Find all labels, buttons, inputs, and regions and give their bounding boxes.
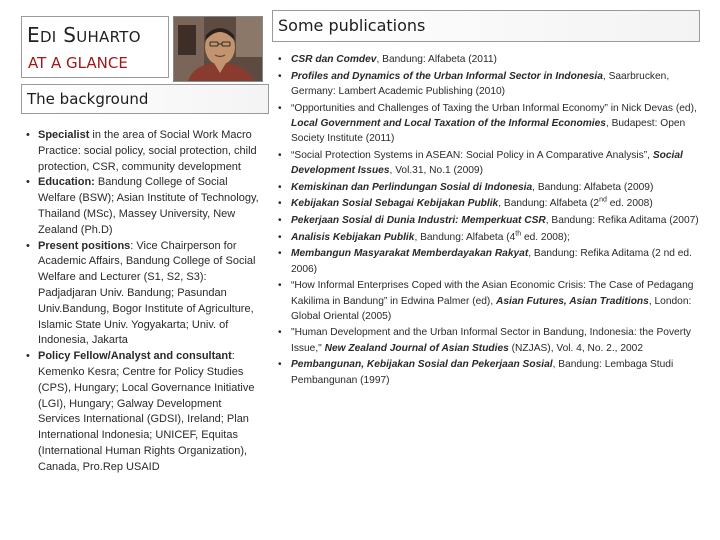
background-heading-box	[21, 84, 269, 114]
background-item	[26, 175, 266, 238]
publication-item: • CSR dan Comdev, Bandung: Alfabeta (2011)	[278, 52, 702, 67]
publication-item: • Pekerjaan Sosial di Dunia Industri: Memperkuat CSR, Bandung: Refika Aditama (2007)	[278, 213, 702, 228]
publication-item: • Analisis Kebijakan Publik, Bandung: Alfabeta (4th ed. 2008);	[278, 230, 702, 245]
publication-item: • Kemiskinan dan Perlindungan Sosial di Indonesia, Bandung: Alfabeta (2009)	[278, 180, 702, 195]
item-text: Bandung College of Social Welfare (BSW); Asian Institute of Technology, Thailand (MSc), Massey University, New Zealand (Ph.D)	[38, 176, 259, 236]
publication-title: Profiles and Dynamics of the Urban Informal Sector in Indonesia	[291, 70, 603, 82]
item-label: Present positions	[38, 239, 131, 252]
person-name	[27, 23, 141, 47]
item-label: Policy Fellow/Analyst and consultant	[38, 350, 232, 363]
publications-heading-box	[272, 10, 700, 42]
publication-item: • Profiles and Dynamics of the Urban Informal Sector in Indonesia, Saarbrucken, Germany: Lambert Academic Publishing (2010)	[278, 69, 702, 99]
publication-title: Pembangunan, Kebijakan Sosial dan Pekerjaan Sosial	[291, 359, 553, 371]
publication-title: New Zealand Journal of Asian Studies	[324, 342, 509, 354]
portrait-photo	[173, 16, 263, 82]
publication-title: Asian Futures, Asian Traditions	[495, 295, 649, 307]
publication-title: Kebijakan Sosial Sebagai Kebijakan Publik	[291, 198, 499, 210]
publication-title: Membangun Masyarakat Memberdayakan Rakyat	[291, 248, 529, 260]
item-label: Education:	[38, 176, 95, 189]
publication-title: Analisis Kebijakan Publik	[291, 231, 415, 243]
publications-heading: Some publications	[278, 16, 426, 35]
background-item	[26, 239, 266, 350]
publication-item: • “Opportunities and Challenges of Taxing the Urban Informal Economy” in Nick Devas (ed), Local Government and Local Taxation of the Informal Economies, Budapest: Open Society Institute (2011)	[278, 101, 702, 147]
publication-title: Local Government and Local Taxation of the Informal Economies	[291, 117, 606, 129]
publication-item: • “How Informal Enterprises Coped with the Asian Economic Crisis: The Case of Pedagang Kakilima in Bandung” in Edwina Palmer (ed), Asian Futures, Asian Traditions, London: Global Oriental (2005)	[278, 278, 702, 324]
publication-item: • Membangun Masyarakat Memberdayakan Rakyat, Bandung: Refika Aditama (2 nd ed. 2006)	[278, 246, 702, 276]
background-list	[26, 128, 266, 476]
publications-list	[278, 52, 702, 389]
background-item	[26, 128, 266, 175]
name-rest-first: DI	[39, 28, 57, 46]
background-item	[26, 349, 266, 475]
name-initial-first: E	[27, 23, 40, 47]
name-initial-last: S	[63, 23, 77, 47]
subtitle: AT A GLANCE	[28, 54, 128, 72]
publication-item: • Kebijakan Sosial Sebagai Kebijakan Publik, Bandung: Alfabeta (2nd ed. 2008)	[278, 196, 702, 211]
background-heading: The background	[27, 90, 149, 108]
item-text: in the area of Social Work Macro Practice: social policy, social protection, child protection, CSR, community development	[38, 129, 257, 173]
publication-title: CSR dan Comdev	[291, 54, 377, 65]
item-text: : Vice Chairperson for Academic Affairs, Bandung College of Social Welfare and Lecturer (S1, S2, S3): Padjadjaran Univ. Bandung; Pasundan Univ.Bandung, Bogor Institute of Agriculture, Islamic State Univ. Yogyakarta; Univ. of Indonesia, Jakarta	[38, 239, 256, 347]
publication-title: Social Development Issues	[291, 149, 683, 176]
publication-title: Pekerjaan Sosial di Dunia Industri: Memperkuat CSR	[291, 215, 546, 227]
publication-item: • "Human Development and the Urban Informal Sector in Bandung, Indonesia: the Poverty Issue," New Zealand Journal of Asian Studies (NZJAS), Vol. 4, No. 2., 2002	[278, 325, 702, 355]
publication-item: • “Social Protection Systems in ASEAN: Social Policy in A Comparative Analysis”, Social Development Issues, Vol.31, No.1 (2009)	[278, 148, 702, 178]
publication-title: Kemiskinan dan Perlindungan Sosial di Indonesia	[291, 181, 533, 193]
item-label: Specialist	[38, 129, 90, 141]
item-text: : Kemenko Kesra; Centre for Policy Studies (CPS), Hungary; Local Governance Initiative (LGI), Hungary; Galway Development Services International (GDSI), Ireland; Plan International Indonesia; UNICEF, Equitas (International Human Rights Organization), Canada, Pro.Rep USAID	[38, 350, 255, 473]
name-rest-last: UHARTO	[76, 28, 141, 46]
publication-item: • Pembangunan, Kebijakan Sosial dan Pekerjaan Sosial, Bandung: Lembaga Studi Pembangunan (1997)	[278, 357, 702, 387]
title-box	[21, 16, 169, 78]
